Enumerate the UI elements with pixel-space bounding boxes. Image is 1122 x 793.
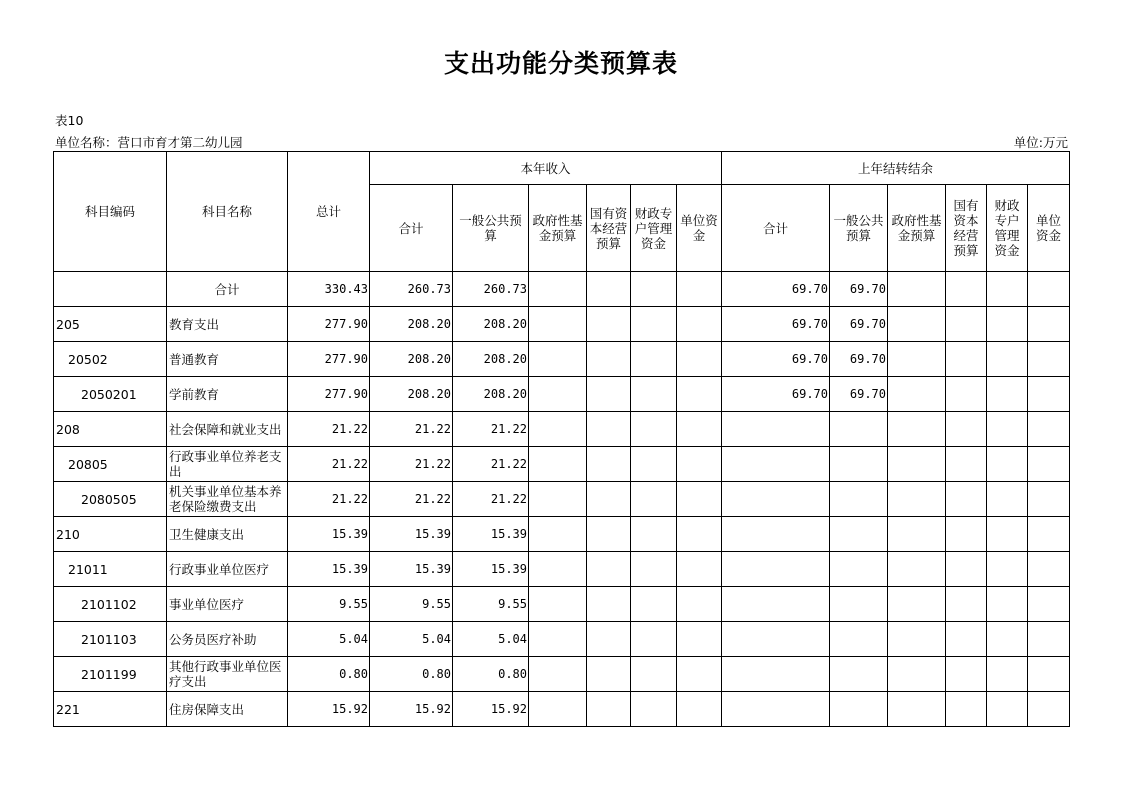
row-cy-cell: 0.80: [370, 657, 453, 692]
row-cy-cell: 208.20: [370, 377, 453, 412]
row-py-cell: 69.70: [722, 377, 830, 412]
row-py-cell: 69.70: [830, 377, 888, 412]
row-py-cell: [722, 552, 830, 587]
row-cy-cell: [677, 307, 722, 342]
row-py-cell: [987, 517, 1028, 552]
row-cy-cell: 21.22: [453, 412, 529, 447]
row-cy-cell: [631, 692, 677, 727]
row-total: 15.39: [288, 517, 370, 552]
page-title: 支出功能分类预算表: [443, 49, 678, 78]
row-code: 21011: [54, 552, 167, 587]
row-py-cell: [1028, 272, 1070, 307]
row-py-cell: [888, 272, 946, 307]
row-cy-cell: [587, 307, 631, 342]
table-row: [54, 657, 1070, 692]
row-cy-cell: 208.20: [370, 342, 453, 377]
row-py-cell: [722, 692, 830, 727]
header-py-unit-funds: 单位资金: [1028, 185, 1070, 272]
row-total: 330.43: [288, 272, 370, 307]
row-name: 社会保障和就业支出: [167, 412, 288, 447]
row-cy-cell: [529, 517, 587, 552]
row-py-cell: [1028, 517, 1070, 552]
row-py-cell: [888, 447, 946, 482]
row-cy-cell: [677, 412, 722, 447]
table-row: [54, 482, 1070, 517]
row-py-cell: [946, 342, 987, 377]
table-row: [54, 307, 1070, 342]
row-cy-cell: [631, 307, 677, 342]
row-cy-cell: [677, 272, 722, 307]
row-py-cell: [987, 342, 1028, 377]
row-cy-cell: [587, 657, 631, 692]
row-cy-cell: [587, 587, 631, 622]
row-total: 277.90: [288, 377, 370, 412]
row-py-cell: [722, 447, 830, 482]
row-cy-cell: [587, 482, 631, 517]
row-py-cell: 69.70: [830, 342, 888, 377]
row-py-cell: [830, 587, 888, 622]
row-py-cell: [722, 657, 830, 692]
row-cy-cell: 260.73: [453, 272, 529, 307]
row-code: 208: [54, 412, 167, 447]
row-py-cell: [722, 587, 830, 622]
row-cy-cell: 208.20: [370, 307, 453, 342]
row-cy-cell: [587, 412, 631, 447]
row-py-cell: [987, 622, 1028, 657]
row-cy-cell: 21.22: [370, 482, 453, 517]
row-py-cell: [888, 552, 946, 587]
header-py-special-account: 财政专户管理资金: [987, 185, 1028, 272]
header-cy-fund: 政府性基金预算: [529, 185, 587, 272]
unit-name: 单位名称：营口市育才第二幼儿园: [55, 135, 243, 150]
row-cy-cell: 5.04: [370, 622, 453, 657]
row-py-cell: [722, 517, 830, 552]
row-cy-cell: 15.39: [370, 552, 453, 587]
row-cy-cell: [677, 587, 722, 622]
budget-table: [53, 151, 1070, 727]
row-py-cell: [987, 412, 1028, 447]
table-row: [54, 272, 1070, 307]
row-total: 21.22: [288, 482, 370, 517]
row-py-cell: 69.70: [722, 307, 830, 342]
row-name: 事业单位医疗: [167, 587, 288, 622]
row-cy-cell: [677, 622, 722, 657]
row-py-cell: [946, 517, 987, 552]
row-cy-cell: [529, 447, 587, 482]
row-cy-cell: [677, 447, 722, 482]
row-py-cell: [722, 622, 830, 657]
row-code: 2101199: [54, 657, 167, 692]
row-py-cell: [830, 692, 888, 727]
row-py-cell: [987, 692, 1028, 727]
row-code: 205: [54, 307, 167, 342]
table-row: [54, 552, 1070, 587]
row-cy-cell: 208.20: [453, 307, 529, 342]
row-cy-cell: 208.20: [453, 342, 529, 377]
row-cy-cell: [631, 552, 677, 587]
row-cy-cell: 21.22: [453, 447, 529, 482]
row-code: 2080505: [54, 482, 167, 517]
row-py-cell: [987, 552, 1028, 587]
row-cy-cell: [677, 377, 722, 412]
table-row: [54, 342, 1070, 377]
row-cy-cell: 260.73: [370, 272, 453, 307]
row-name: 机关事业单位基本养老保险缴费支出: [167, 482, 288, 517]
row-cy-cell: [529, 482, 587, 517]
row-py-cell: [946, 412, 987, 447]
row-name: 公务员医疗补助: [167, 622, 288, 657]
row-cy-cell: 21.22: [370, 447, 453, 482]
row-py-cell: [987, 587, 1028, 622]
row-py-cell: [946, 622, 987, 657]
row-cy-cell: [587, 692, 631, 727]
row-py-cell: [1028, 657, 1070, 692]
row-cy-cell: [677, 657, 722, 692]
row-cy-cell: [631, 272, 677, 307]
row-cy-cell: [677, 692, 722, 727]
row-py-cell: [946, 377, 987, 412]
table-row: [54, 447, 1070, 482]
header-cy-general: 一般公共预算: [453, 185, 529, 272]
header-current-year: 本年收入: [370, 152, 722, 185]
row-name: 住房保障支出: [167, 692, 288, 727]
row-cy-cell: 208.20: [453, 377, 529, 412]
row-cy-cell: [587, 552, 631, 587]
row-cy-cell: [587, 342, 631, 377]
row-name: 学前教育: [167, 377, 288, 412]
row-cy-cell: 21.22: [453, 482, 529, 517]
row-py-cell: [1028, 692, 1070, 727]
row-py-cell: 69.70: [722, 272, 830, 307]
row-py-cell: [1028, 412, 1070, 447]
row-name: 其他行政事业单位医疗支出: [167, 657, 288, 692]
row-cy-cell: [631, 342, 677, 377]
header-py-total: 合计: [722, 185, 830, 272]
header-code: 科目编码: [54, 152, 167, 272]
row-name: 卫生健康支出: [167, 517, 288, 552]
row-py-cell: [987, 657, 1028, 692]
row-py-cell: [946, 692, 987, 727]
row-py-cell: [946, 587, 987, 622]
row-cy-cell: [677, 517, 722, 552]
row-py-cell: [1028, 447, 1070, 482]
header-py-general: 一般公共预算: [830, 185, 888, 272]
row-cy-cell: [529, 692, 587, 727]
table-row: [54, 587, 1070, 622]
row-cy-cell: [677, 552, 722, 587]
header-prior-year: 上年结转结余: [722, 152, 1070, 185]
row-cy-cell: 15.39: [453, 552, 529, 587]
row-py-cell: [987, 272, 1028, 307]
row-total: 0.80: [288, 657, 370, 692]
row-cy-cell: [529, 552, 587, 587]
row-py-cell: [946, 447, 987, 482]
row-py-cell: [830, 517, 888, 552]
row-py-cell: [888, 482, 946, 517]
row-cy-cell: 15.39: [453, 517, 529, 552]
row-code: 20502: [54, 342, 167, 377]
table-body: [54, 272, 1070, 727]
row-cy-cell: [631, 377, 677, 412]
row-py-cell: [830, 552, 888, 587]
row-py-cell: [1028, 342, 1070, 377]
row-cy-cell: [631, 412, 677, 447]
row-py-cell: [888, 622, 946, 657]
row-cy-cell: [631, 587, 677, 622]
table-row: [54, 622, 1070, 657]
row-py-cell: [1028, 552, 1070, 587]
table-row: [54, 517, 1070, 552]
row-py-cell: [830, 622, 888, 657]
row-total: 277.90: [288, 342, 370, 377]
row-py-cell: [888, 377, 946, 412]
header-name: 科目名称: [167, 152, 288, 272]
table-number: 表10: [55, 113, 84, 128]
row-py-cell: [888, 342, 946, 377]
header-py-fund: 政府性基金预算: [888, 185, 946, 272]
row-cy-cell: [631, 447, 677, 482]
row-cy-cell: [631, 622, 677, 657]
table-row: [54, 377, 1070, 412]
row-py-cell: [1028, 377, 1070, 412]
row-name: 行政事业单位养老支出: [167, 447, 288, 482]
row-total: 15.39: [288, 552, 370, 587]
row-py-cell: [987, 447, 1028, 482]
row-cy-cell: [529, 272, 587, 307]
row-py-cell: 69.70: [722, 342, 830, 377]
row-cy-cell: [529, 377, 587, 412]
row-py-cell: [888, 307, 946, 342]
row-py-cell: [1028, 482, 1070, 517]
table-row: [54, 692, 1070, 727]
row-py-cell: [830, 657, 888, 692]
row-cy-cell: [529, 587, 587, 622]
row-cy-cell: [529, 412, 587, 447]
row-cy-cell: [631, 517, 677, 552]
row-name: 普通教育: [167, 342, 288, 377]
row-py-cell: [987, 307, 1028, 342]
row-cy-cell: 15.39: [370, 517, 453, 552]
row-cy-cell: 15.92: [370, 692, 453, 727]
row-py-cell: [888, 587, 946, 622]
row-cy-cell: [587, 377, 631, 412]
row-py-cell: [830, 482, 888, 517]
header-total: 总计: [288, 152, 370, 272]
row-cy-cell: 21.22: [370, 412, 453, 447]
table-row: [54, 412, 1070, 447]
row-cy-cell: 9.55: [453, 587, 529, 622]
row-py-cell: [946, 482, 987, 517]
row-total: 277.90: [288, 307, 370, 342]
row-py-cell: [946, 657, 987, 692]
row-cy-cell: [529, 622, 587, 657]
row-py-cell: [946, 307, 987, 342]
row-cy-cell: [587, 622, 631, 657]
row-py-cell: [830, 412, 888, 447]
row-cy-cell: [529, 342, 587, 377]
row-cy-cell: 15.92: [453, 692, 529, 727]
row-py-cell: [987, 482, 1028, 517]
row-py-cell: 69.70: [830, 272, 888, 307]
row-total: 5.04: [288, 622, 370, 657]
row-total: 15.92: [288, 692, 370, 727]
header-cy-special-account: 财政专户管理资金: [631, 185, 677, 272]
header-cy-unit-funds: 单位资金: [677, 185, 722, 272]
row-cy-cell: [587, 272, 631, 307]
row-total: 21.22: [288, 412, 370, 447]
row-code: 221: [54, 692, 167, 727]
row-cy-cell: [631, 482, 677, 517]
row-py-cell: [830, 447, 888, 482]
row-cy-cell: 5.04: [453, 622, 529, 657]
row-cy-cell: [529, 657, 587, 692]
header-cy-state-capital: 国有资本经营预算: [587, 185, 631, 272]
row-py-cell: [888, 517, 946, 552]
row-py-cell: [1028, 622, 1070, 657]
row-cy-cell: 9.55: [370, 587, 453, 622]
row-py-cell: [888, 692, 946, 727]
row-cy-cell: [529, 307, 587, 342]
row-total: 9.55: [288, 587, 370, 622]
row-cy-cell: [677, 482, 722, 517]
unit-label: 单位:万元: [1013, 135, 1068, 150]
row-cy-cell: 0.80: [453, 657, 529, 692]
row-py-cell: 69.70: [830, 307, 888, 342]
row-py-cell: [888, 412, 946, 447]
row-py-cell: [888, 657, 946, 692]
row-code: [54, 272, 167, 307]
row-cy-cell: [587, 517, 631, 552]
row-py-cell: [987, 377, 1028, 412]
row-py-cell: [946, 552, 987, 587]
row-py-cell: [1028, 307, 1070, 342]
header-cy-total: 合计: [370, 185, 453, 272]
row-cy-cell: [631, 657, 677, 692]
row-name: 合计: [167, 272, 288, 307]
row-cy-cell: [587, 447, 631, 482]
row-code: 210: [54, 517, 167, 552]
row-py-cell: [722, 412, 830, 447]
row-cy-cell: [677, 342, 722, 377]
header-py-state-capital: 国有资本经营预算: [946, 185, 987, 272]
row-py-cell: [1028, 587, 1070, 622]
row-code: 20805: [54, 447, 167, 482]
row-code: 2101103: [54, 622, 167, 657]
row-py-cell: [722, 482, 830, 517]
row-code: 2050201: [54, 377, 167, 412]
row-py-cell: [946, 272, 987, 307]
row-name: 行政事业单位医疗: [167, 552, 288, 587]
row-code: 2101102: [54, 587, 167, 622]
row-name: 教育支出: [167, 307, 288, 342]
row-total: 21.22: [288, 447, 370, 482]
